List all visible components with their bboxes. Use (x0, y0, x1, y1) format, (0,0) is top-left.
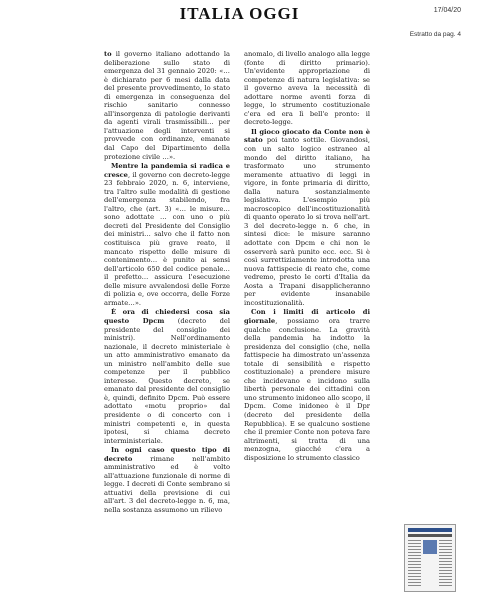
paragraph-text: rimane nell'ambito amministrativo ed è volto all'attuazione funzionale di norme di legge. I decreti di Conte sembrano si attuativi della previsione di cui all'art. 3 del decreto-legge n. 6, ma, nella sostanza assumono un rilievo (104, 454, 230, 514)
thumbnail-text-column (408, 540, 421, 588)
paragraph (244, 50, 370, 127)
paragraph-lead: Il gioco giocato da Conte non è stato (244, 127, 370, 145)
paragraph (104, 308, 230, 445)
paragraph-lead: to (104, 50, 112, 58)
paragraph-text: , il governo con decreto-legge 23 febbraio 2020, n. 6, interviene, tra l'altro sulle modalità di gestione dell'emergenza stabilendo, fra l'altro, che (art. 3) «… le misure… sono adottate … con uno o più decreti del Presidente del Consiglio dei ministri… salvo che il fatto non costituisca più grave reato, il mancato rispetto delle misure di contenimento… è punito ai sensi dell'articolo 650 del codice penale… il prefetto… assicura l'esecuzione delle misure avvalendosi delle Forze di polizia e, ove occorra, delle Forze armate…». (104, 170, 230, 307)
paragraph-lead: Con i limiti di articolo di giornale (244, 308, 370, 325)
paragraph (244, 308, 370, 462)
paragraph (104, 50, 230, 161)
paragraph-text: anomalo, di livello analogo alla legge (fonte di diritto primario). Un'evidente appropriazione di competenze di natura legislativa: se il governo aveva la necessità di adottare norme aventi forza di legge, lo strumento costituzionale c'era ed era lì bell'e pronto: il decreto-legge. (244, 50, 370, 127)
paragraph-lead: È ora di chiedersi cosa sia questo Dpcm (104, 308, 230, 325)
thumbnail-photo (423, 540, 437, 554)
thumbnail-headline (408, 534, 452, 537)
newspaper-masthead: ITALIA OGGI (179, 4, 300, 23)
thumbnail-text-column (439, 540, 452, 588)
thumbnail-masthead-bar (408, 528, 452, 532)
paragraph (244, 128, 370, 307)
paragraph-text: poi tanto sottile. Giovandosi, con un salto logico estraneo al mondo del diritto italiano, ha trasformato uno strumento meramente attuativo di leggi in vigore, in fonte primaria di diritto, dalla natura sostanzialmente legislativa. L'esempio più macroscopico dell'incostituzionalità di quanto operato lo si trova nell'art. 3 del decreto-legge n. 6 che, in sintesi dice: le misure saranno adottate con Dpcm e chi non le osserverà sarà punito ecc. ecc. Si è così surrettiziamente introdotta una nuova fattispecie di reato che, come vedremo, presto le corti d'Italia da Aosta a Trapani disapplicheranno per evidente insanabile incostituzionalità. (244, 136, 370, 307)
paragraph (104, 446, 230, 514)
page-thumbnail (404, 524, 456, 592)
paragraph-lead: Mentre la pandemia si radica e cresce (104, 162, 230, 179)
clipping-date: 17/04/20 (433, 7, 461, 14)
article-column-2 (244, 50, 370, 462)
paragraph-text: il governo italiano adottando la deliberazione sullo stato di emergenza del 31 gennaio 2020: «…è dichiarato per 6 mesi dalla data del presente provvedimento, lo stato di emergenza in conseguenza del rischio sanitario connesso all'insorgenza di patologie derivanti da agenti virali trasmissibili… per l'attuazione degli interventi si provvede con ordinanze, emanate dal Capo del Dipartimento della protezione civile …». (104, 50, 230, 161)
paragraph-text: (decreto del presidente del consiglio dei ministri). Nell'ordinamento nazionale, il decreto ministeriale è un atto amministrativo emanato da un ministro nell'ambito delle sue competenze per il pubblico interesse. Questo decreto, se emanato dal presidente del consiglio è, quindi, definito Dpcm. Può essere adottato «motu proprio» dal presidente o di concerto con i ministri competenti e, in questa ipotesi, si chiama decreto interministeriale. (104, 316, 230, 445)
paragraph-lead: In ogni caso questo tipo di decreto (104, 446, 230, 463)
paragraph (104, 162, 230, 307)
article-column-1 (104, 50, 230, 515)
paragraph-text: , possiamo ora trarre qualche conclusione. La gravità della pandemia ha indotto la presidenza del consiglio (che, nella fattispecie ha dimostrato un'assenza totale di sensibilità e rispetto costituzionale) a prendere misure che incidevano e incidono sulla libertà personale dei cittadini con uno strumento inidoneo allo scopo, il Dpcm. Come inidoneo è il Dpr (decreto del presidente della Repubblica). E se qualcuno sostiene che il premier Conte non poteva fare altrimenti, si tratta di una menzogna, giacché c'era a disposizione lo strumento classico (244, 316, 370, 462)
source-page-note: Estratto da pag. 4 (409, 31, 461, 38)
